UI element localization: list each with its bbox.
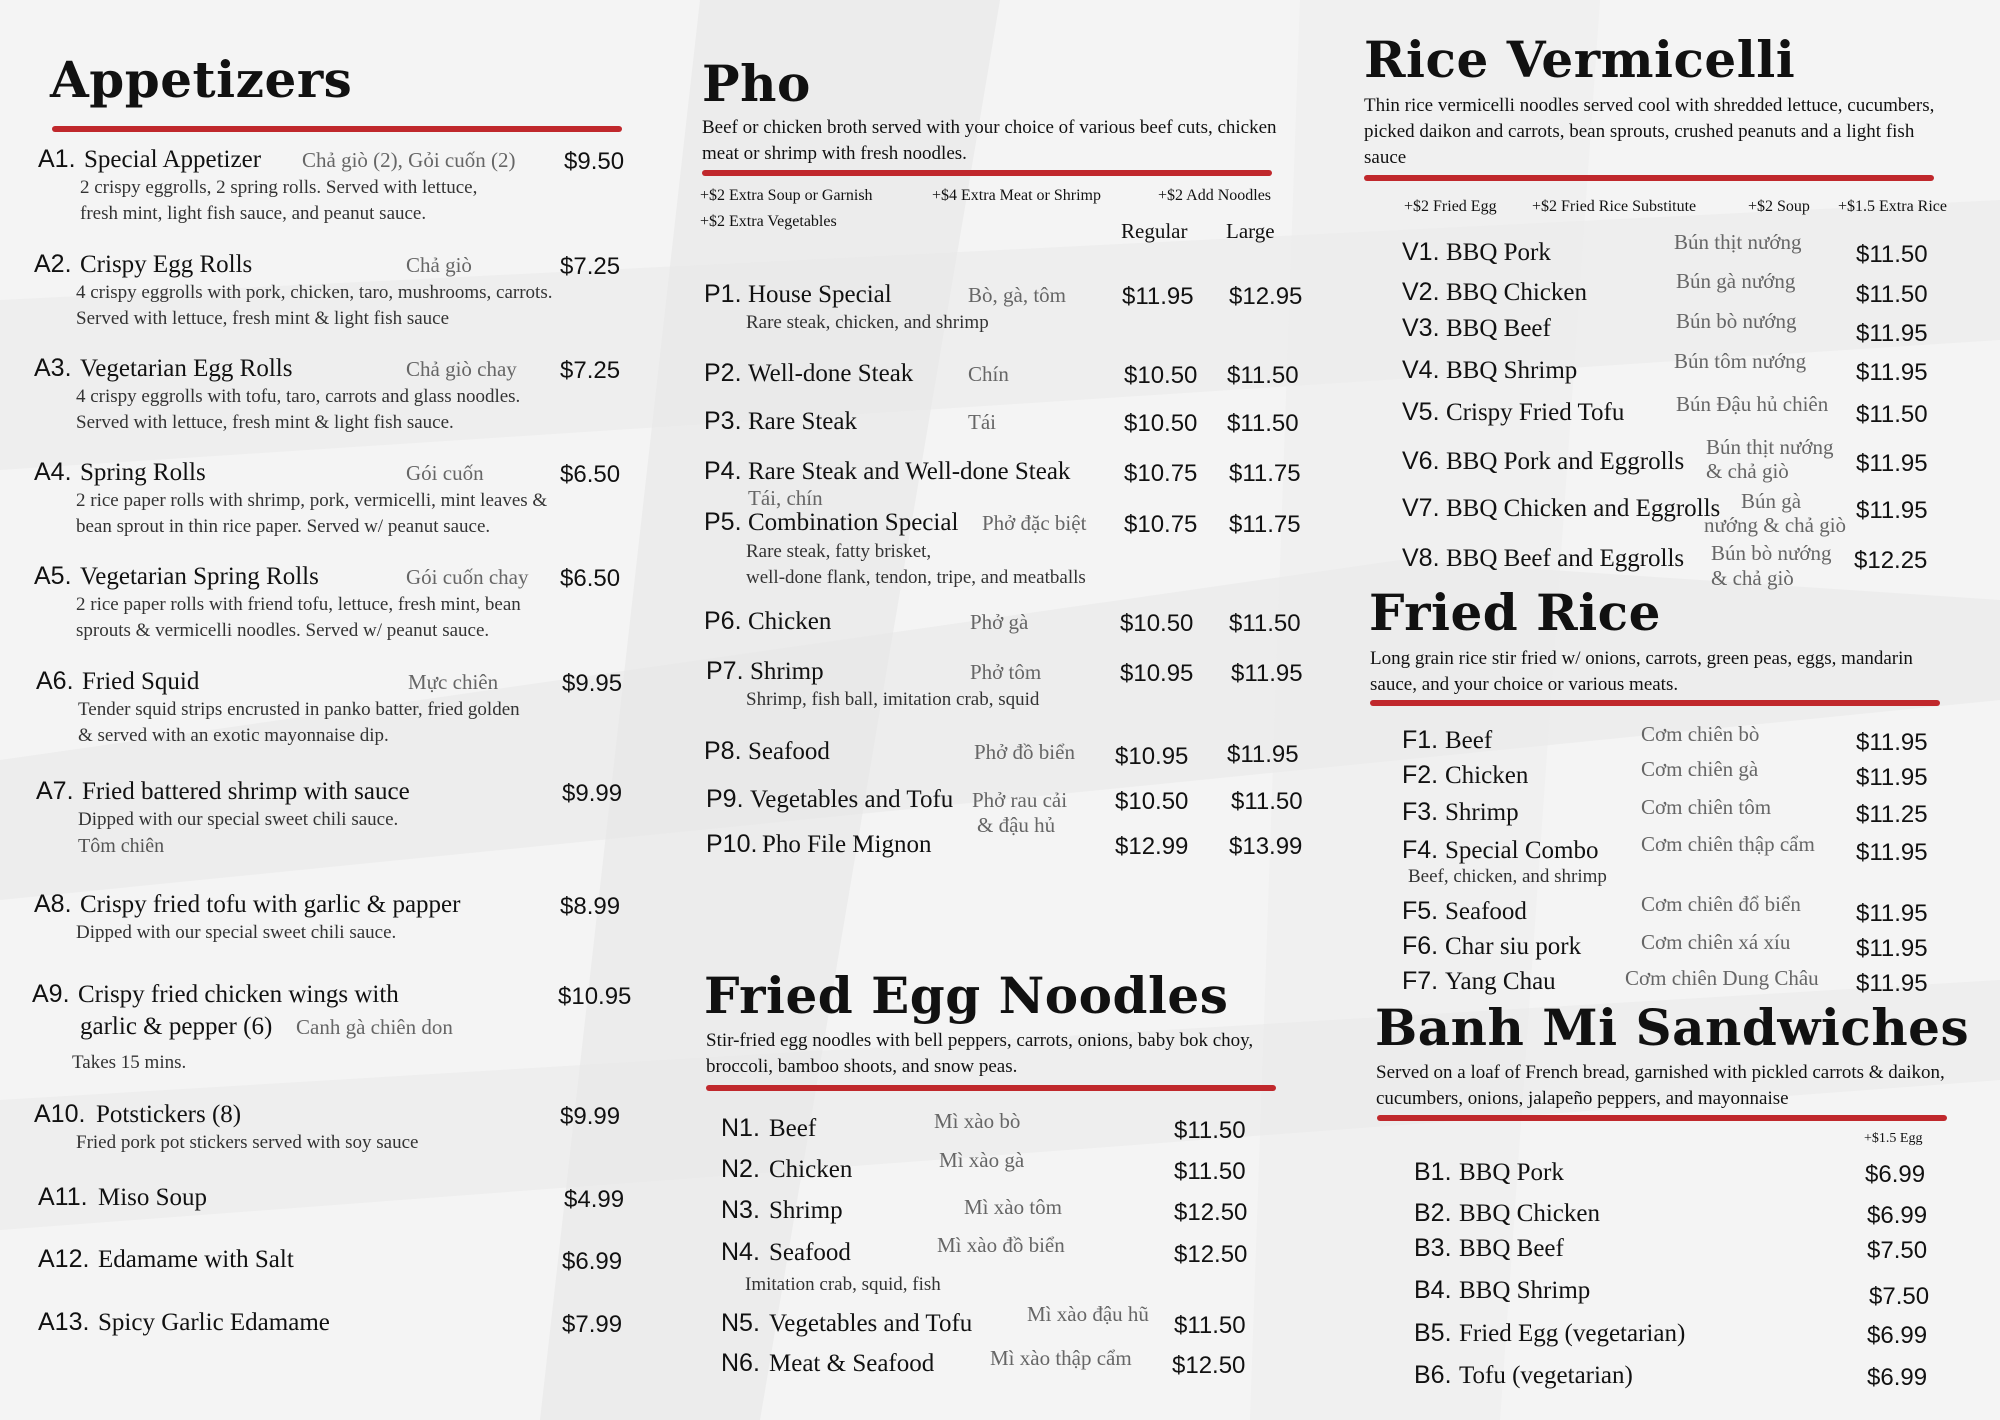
item-code: F6. (1402, 932, 1439, 960)
item-viet: Phở tôm (970, 660, 1042, 684)
pho-extra-option: +$2 Extra Vegetables (700, 213, 837, 230)
item-code: A4. (34, 458, 72, 486)
item-name: Tofu (vegetarian) (1459, 1362, 1633, 1389)
item-description: Tender squid strips encrusted in panko batter, fried golden (78, 699, 520, 720)
item-name: Crispy fried chicken wings with (78, 981, 399, 1008)
item-name: Vegetarian Spring Rolls (80, 563, 319, 590)
item-description: 4 crispy eggrolls with tofu, taro, carrots and glass noodles. (76, 386, 521, 407)
item-name: Fried Egg (vegetarian) (1459, 1320, 1686, 1347)
item-name: Chicken (769, 1156, 853, 1183)
item-viet: Cơm chiên bò (1641, 722, 1760, 746)
item-viet: Cơm chiên đổ biển (1641, 892, 1801, 916)
item-code: A9. (32, 980, 70, 1008)
item-code: P10. (706, 830, 758, 858)
item-price: $11.50 (1174, 1312, 1246, 1339)
item-price: $11.50 (1856, 281, 1928, 308)
item-description: Takes 15 mins. (72, 1052, 187, 1073)
item-price-regular: $10.95 (1120, 660, 1194, 687)
item-name: Special Appetizer (84, 146, 262, 173)
item-viet: Tái, chín (748, 486, 823, 510)
item-price: $7.50 (1869, 1283, 1930, 1310)
item-price: $4.99 (564, 1186, 625, 1213)
item-price: $6.99 (1865, 1161, 1926, 1188)
item-price-large: $11.50 (1231, 788, 1303, 815)
item-description: Shrimp, fish ball, imitation crab, squid (746, 689, 1040, 710)
item-price: $9.99 (562, 780, 623, 807)
pho-divider (702, 170, 1272, 176)
item-name: BBQ Shrimp (1446, 357, 1578, 384)
item-code: A2. (34, 250, 72, 278)
item-price-large: $12.95 (1229, 283, 1303, 310)
item-name: Fried battered shrimp with sauce (82, 778, 410, 805)
item-name: Vegetables and Tofu (769, 1310, 973, 1337)
appetizers-divider (52, 126, 622, 132)
item-code: V8. (1402, 544, 1440, 572)
item-name: Shrimp (769, 1197, 843, 1224)
item-code: A6. (36, 667, 74, 695)
item-description: bean sprout in thin rice paper. Served w/ peanut sauce. (76, 516, 491, 537)
pho-title: Pho (702, 54, 811, 113)
item-code: V6. (1402, 447, 1440, 475)
item-code: V2. (1402, 278, 1440, 306)
item-viet: Bún gà nướng (1676, 269, 1796, 293)
item-viet: Phở đồ biển (974, 740, 1075, 764)
item-viet-continued: nướng & chả giò (1704, 513, 1847, 537)
item-price: $6.99 (1867, 1364, 1928, 1391)
item-code: P7. (706, 657, 744, 685)
item-code: P4. (704, 457, 742, 485)
item-viet: Mực chiên (408, 670, 499, 694)
item-code: P2. (704, 359, 742, 387)
item-viet: Chả giò (406, 253, 472, 277)
item-viet: Mì xào tôm (964, 1195, 1062, 1219)
item-name: Combination Special (748, 509, 959, 536)
item-price: $11.95 (1856, 359, 1928, 386)
item-description: 2 crispy eggrolls, 2 spring rolls. Served with lettuce, (80, 177, 478, 198)
vermicelli-divider (1364, 175, 1934, 181)
item-viet: Phở gà (970, 610, 1029, 634)
item-code: B3. (1414, 1234, 1452, 1262)
item-viet: Mì xào gà (939, 1148, 1025, 1172)
item-code: B6. (1414, 1361, 1452, 1389)
noodles-title: Fried Egg Noodles (704, 966, 1229, 1025)
item-viet-continued: & đậu hủ (977, 813, 1056, 837)
item-name: BBQ Beef (1459, 1235, 1564, 1262)
item-name: Crispy Fried Tofu (1446, 399, 1625, 426)
item-price-large: $11.95 (1227, 741, 1299, 768)
item-viet: Mì xào đậu hũ (1027, 1302, 1149, 1326)
item-name: Pho File Mignon (762, 831, 932, 858)
item-code: P5. (704, 508, 742, 536)
item-name: BBQ Pork (1446, 239, 1551, 266)
item-name: BBQ Chicken and Eggrolls (1446, 495, 1721, 522)
item-viet: Bún bò nướng (1676, 309, 1797, 333)
item-code: P8. (704, 737, 742, 765)
pho-intro: Beef or chicken broth served with your choice of various beef cuts, chicken meat or shrimp with fresh noodles. (702, 117, 1277, 164)
item-name: Potstickers (8) (96, 1101, 242, 1128)
item-name: Shrimp (750, 658, 824, 685)
banh-mi-intro: Served on a loaf of French bread, garnished with pickled carrots & daikon, cucumbers, onions, jalapeño peppers, and mayonnaise (1376, 1062, 1945, 1109)
item-viet: Bún Đậu hủ chiên (1676, 392, 1829, 416)
item-name: Beef (1445, 727, 1493, 754)
item-price: $11.95 (1856, 839, 1928, 866)
vermicelli-title: Rice Vermicelli (1364, 30, 1796, 89)
item-viet: Cơm chiên xá xíu (1641, 930, 1791, 954)
item-price: $7.50 (1867, 1237, 1928, 1264)
item-description: Rare steak, fatty brisket, (746, 541, 932, 562)
item-name: BBQ Pork and Eggrolls (1446, 448, 1685, 475)
vermicelli-intro: Thin rice vermicelli noodles served cool with shredded lettuce, cucumbers, picked daikon and carrots, bean sprouts, crushed peanuts and a light fish sauce (1364, 95, 1935, 168)
item-name: Seafood (1445, 898, 1527, 925)
item-name: Edamame with Salt (98, 1246, 294, 1273)
item-price: $8.99 (560, 893, 621, 920)
item-code: V4. (1402, 356, 1440, 384)
item-price-regular: $10.75 (1124, 511, 1198, 538)
item-code: V3. (1402, 314, 1440, 342)
item-price: $11.50 (1856, 241, 1928, 268)
item-code: B5. (1414, 1319, 1452, 1347)
item-price-large: $11.50 (1227, 362, 1299, 389)
item-price: $11.25 (1856, 801, 1928, 828)
item-code: A10. (34, 1100, 86, 1128)
item-description: 2 rice paper rolls with friend tofu, lettuce, fresh mint, bean (76, 594, 521, 615)
item-price: $11.95 (1856, 764, 1928, 791)
item-code: P1. (704, 280, 742, 308)
item-price: $9.95 (562, 670, 623, 697)
item-code: F1. (1402, 726, 1439, 754)
item-code: A1. (38, 145, 76, 173)
item-code: A7. (36, 777, 74, 805)
item-viet-continued: & chả giò (1711, 566, 1794, 590)
item-name: Shrimp (1445, 799, 1519, 826)
item-price: $10.95 (558, 983, 632, 1010)
item-code: F5. (1402, 897, 1439, 925)
item-price: $12.50 (1174, 1199, 1248, 1226)
item-viet: Tái (968, 410, 996, 434)
item-name: Vegetarian Egg Rolls (80, 355, 293, 382)
item-price-large: $11.50 (1227, 410, 1299, 437)
item-viet: Cơm chiên thập cẩm (1641, 832, 1815, 856)
item-code: N4. (721, 1238, 760, 1266)
item-description: fresh mint, light fish sauce, and peanut sauce. (80, 203, 427, 224)
item-code: A13. (38, 1308, 90, 1336)
item-code: A3. (34, 354, 72, 382)
item-name: Crispy Egg Rolls (80, 251, 253, 278)
item-price: $7.99 (562, 1311, 623, 1338)
item-viet: Chả giò chay (406, 357, 517, 381)
item-code: F2. (1402, 761, 1439, 789)
item-viet: Cơm chiên Dung Châu (1625, 966, 1819, 990)
item-viet: Phở rau cải (972, 788, 1068, 812)
item-code: N3. (721, 1196, 760, 1224)
item-price-regular: $10.50 (1124, 362, 1198, 389)
item-viet: Gói cuốn (406, 461, 484, 485)
item-price: $11.50 (1174, 1158, 1246, 1185)
item-code: A12. (38, 1245, 90, 1273)
item-code: V1. (1402, 238, 1440, 266)
item-name: Spring Rolls (80, 459, 206, 486)
noodles-divider (706, 1085, 1276, 1091)
item-viet: Gói cuốn chay (406, 565, 529, 589)
item-viet-continued: & chả giò (1706, 459, 1789, 483)
item-name: BBQ Chicken (1446, 279, 1587, 306)
item-price: $11.50 (1174, 1117, 1246, 1144)
item-name: BBQ Shrimp (1459, 1277, 1591, 1304)
item-code: N1. (721, 1114, 760, 1142)
item-price-regular: $10.95 (1115, 743, 1189, 770)
item-description: 2 rice paper rolls with shrimp, pork, vermicelli, mint leaves & (76, 490, 548, 511)
item-code: B1. (1414, 1158, 1452, 1186)
vermicelli-extra-option: +$1.5 Extra Rice (1838, 198, 1947, 215)
item-code: A8. (34, 890, 72, 918)
item-price: $7.25 (560, 253, 621, 280)
item-viet: Bún bò nướng (1711, 541, 1832, 565)
item-viet: Chả giò (2), Gỏi cuốn (2) (302, 148, 516, 172)
item-viet: Cơm chiên gà (1641, 757, 1759, 781)
item-description: Rare steak, chicken, and shrimp (746, 312, 989, 333)
banh-mi-divider (1377, 1115, 1947, 1121)
item-name: BBQ Chicken (1459, 1200, 1600, 1227)
item-price-regular: $11.95 (1122, 283, 1194, 310)
item-code: N5. (721, 1309, 760, 1337)
item-name: Well-done Steak (748, 360, 914, 387)
item-price-regular: $10.75 (1124, 460, 1198, 487)
item-price: $11.95 (1856, 497, 1928, 524)
item-code: A11. (38, 1183, 88, 1211)
item-viet: Tôm chiên (78, 835, 165, 857)
item-viet: Mì xào thập cẩm (990, 1346, 1132, 1370)
item-name: Chicken (1445, 762, 1529, 789)
item-code: B4. (1414, 1276, 1452, 1304)
item-viet: Bò, gà, tôm (968, 283, 1066, 307)
item-description: & served with an exotic mayonnaise dip. (78, 725, 389, 746)
item-code: F3. (1402, 798, 1439, 826)
item-viet: Mì xào đồ biển (937, 1233, 1065, 1257)
pho-extra-option: +$2 Extra Soup or Garnish (700, 187, 873, 204)
item-code: F7. (1402, 967, 1439, 995)
item-price: $9.99 (560, 1103, 621, 1130)
item-name: Char siu pork (1445, 933, 1582, 960)
item-price-large: $11.75 (1229, 460, 1301, 487)
item-viet: Bún thịt nướng (1674, 230, 1802, 254)
item-viet: Chín (968, 362, 1009, 386)
item-price-large: $11.95 (1231, 660, 1303, 687)
item-price: $11.95 (1856, 450, 1928, 477)
item-name: Spicy Garlic Edamame (98, 1309, 330, 1336)
item-price: $11.95 (1856, 935, 1928, 962)
item-code: B2. (1414, 1199, 1452, 1227)
item-name: BBQ Beef (1446, 315, 1551, 342)
item-description: well-done flank, tendon, tripe, and meatballs (746, 567, 1086, 588)
item-code: P9. (706, 785, 744, 813)
item-price-large: $11.75 (1229, 511, 1301, 538)
fried-rice-divider (1370, 700, 1940, 706)
pho-column-regular: Regular (1121, 219, 1188, 243)
item-name: Meat & Seafood (769, 1350, 935, 1377)
item-name: Special Combo (1445, 837, 1599, 864)
item-description: Served with lettuce, fresh mint & light fish sauce (76, 308, 450, 329)
item-code: P3. (704, 407, 742, 435)
item-description: Dipped with our special sweet chili sauce. (78, 809, 399, 830)
pho-extra-option: +$4 Extra Meat or Shrimp (932, 187, 1101, 204)
item-description: 4 crispy eggrolls with pork, chicken, taro, mushrooms, carrots. (76, 282, 553, 303)
item-name: Fried Squid (82, 668, 200, 695)
item-code: F4. (1402, 836, 1439, 864)
item-name: Rare Steak and Well-done Steak (748, 458, 1071, 485)
item-code: V7. (1402, 494, 1440, 522)
banh-mi-title: Banh Mi Sandwiches (1375, 998, 1970, 1057)
item-code: N2. (721, 1155, 760, 1183)
vermicelli-extra-option: +$2 Soup (1748, 198, 1810, 215)
item-name: Yang Chau (1445, 968, 1556, 995)
item-price-regular: $10.50 (1120, 610, 1194, 637)
item-name-continued: garlic & pepper (6) (80, 1013, 273, 1040)
noodles-intro: Stir-fried egg noodles with bell peppers, carrots, onions, baby bok choy, broccoli, bamboo shoots, and snow peas. (706, 1030, 1254, 1077)
pho-extra-option: +$2 Add Noodles (1158, 187, 1272, 204)
item-name: Beef (769, 1115, 817, 1142)
item-price: $11.95 (1856, 320, 1928, 347)
item-code: P6. (704, 607, 742, 635)
item-price: $12.25 (1854, 547, 1928, 574)
banh-mi-extra-option: +$1.5 Egg (1864, 1131, 1923, 1146)
item-name: Chicken (748, 608, 832, 635)
item-name: Vegetables and Tofu (750, 786, 954, 813)
item-viet: Phở đặc biệt (982, 511, 1087, 535)
item-price: $11.50 (1856, 401, 1928, 428)
item-description: Fried pork pot stickers served with soy sauce (76, 1132, 419, 1153)
item-viet: Bún thịt nướng (1706, 435, 1834, 459)
vermicelli-extra-option: +$2 Fried Rice Substitute (1532, 198, 1697, 215)
item-price: $11.95 (1856, 900, 1928, 927)
item-code: V5. (1402, 398, 1440, 426)
fried-rice-intro: Long grain rice stir fried w/ onions, carrots, green peas, eggs, mandarin sauce, and your choice or various meats. (1370, 648, 1913, 695)
item-viet: Mì xào bò (934, 1109, 1021, 1133)
item-viet: Bún gà (1741, 489, 1802, 513)
item-price-large: $13.99 (1229, 833, 1303, 860)
item-viet: Bún tôm nướng (1674, 349, 1807, 373)
item-description: Dipped with our special sweet chili sauce. (76, 922, 397, 943)
item-description: Beef, chicken, and shrimp (1408, 866, 1607, 887)
item-price: $6.99 (1867, 1202, 1928, 1229)
item-name: Miso Soup (98, 1184, 208, 1211)
item-price: $12.50 (1172, 1352, 1246, 1379)
item-price: $6.99 (562, 1248, 623, 1275)
item-price: $7.25 (560, 357, 621, 384)
item-name: Crispy fried tofu with garlic & papper (80, 891, 461, 918)
item-name: BBQ Beef and Eggrolls (1446, 545, 1685, 572)
item-viet: Cơm chiên tôm (1641, 795, 1772, 819)
item-price: $11.95 (1856, 970, 1928, 997)
item-price: $12.50 (1174, 1241, 1248, 1268)
item-name: House Special (748, 281, 892, 308)
item-name: BBQ Pork (1459, 1159, 1564, 1186)
item-name: Seafood (769, 1239, 851, 1266)
item-price-regular: $10.50 (1124, 410, 1198, 437)
item-code: N6. (721, 1349, 760, 1377)
item-name: Seafood (748, 738, 830, 765)
item-viet: Canh gà chiên don (296, 1015, 453, 1039)
item-price-regular: $12.99 (1115, 833, 1189, 860)
pho-column-large: Large (1226, 219, 1275, 243)
item-price: $11.95 (1856, 729, 1928, 756)
item-price: $6.99 (1867, 1322, 1928, 1349)
item-price: $6.50 (560, 565, 621, 592)
item-description: Imitation crab, squid, fish (745, 1274, 941, 1295)
item-price-regular: $10.50 (1115, 788, 1189, 815)
item-price: $6.50 (560, 461, 621, 488)
item-price-large: $11.50 (1229, 610, 1301, 637)
item-description: sprouts & vermicelli noodles. Served w/ peanut sauce. (76, 620, 490, 641)
appetizers-title: Appetizers (50, 50, 353, 109)
item-name: Rare Steak (748, 408, 857, 435)
item-price: $9.50 (564, 148, 625, 175)
item-code: A5. (34, 562, 72, 590)
fried-rice-title: Fried Rice (1369, 583, 1661, 642)
vermicelli-extra-option: +$2 Fried Egg (1404, 198, 1497, 215)
item-description: Served with lettuce, fresh mint & light fish sauce. (76, 412, 454, 433)
